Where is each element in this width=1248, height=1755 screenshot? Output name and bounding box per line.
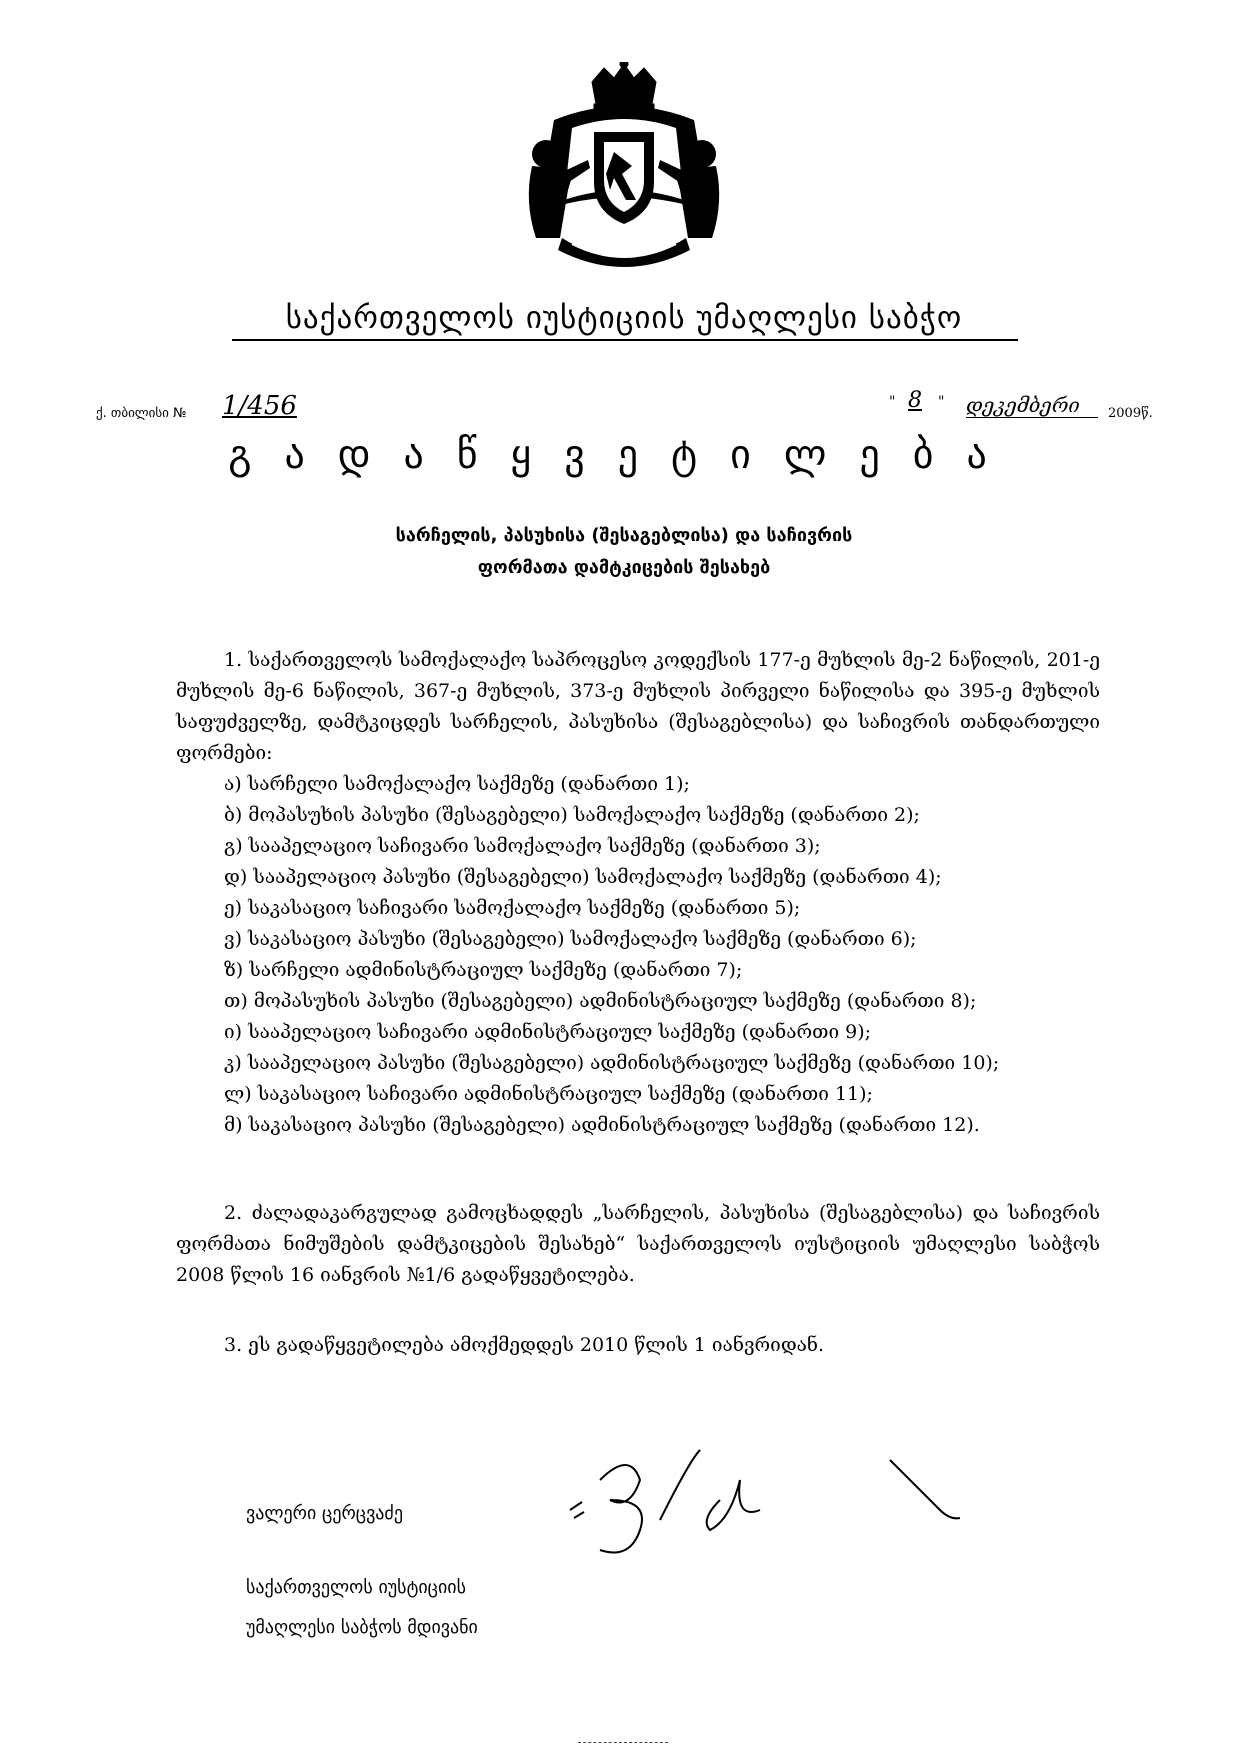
list-item: ზ) სარჩელი ადმინისტრაციულ საქმეზე (დანართი 7); <box>224 959 743 981</box>
list-item: თ) მოპასუხის პასუხი (შესაგებელი) ადმინისტრაციულ საქმეზე (დანართი 8); <box>224 990 977 1012</box>
date-close-quote: " <box>938 394 945 410</box>
registration-number: 1/456 <box>222 391 297 421</box>
list-item: კ) სააპელაციო პასუხი (შესაგებელი) ადმინისტრაციულ საქმეზე (დანართი 10); <box>224 1052 1000 1074</box>
list-item: მ) საკასაციო პასუხი (შესაგებელი) ადმინისტრაციულ საქმეზე (დანართი 12). <box>224 1114 980 1136</box>
list-item: ბ) მოპასუხის პასუხი (შესაგებელი) სამოქალაქო საქმეზე (დანართი 2); <box>224 804 920 826</box>
date-month: დეკემბერი <box>966 393 1098 418</box>
subject-line-2: ფორმათა დამტკიცების შესახებ <box>477 557 771 578</box>
document-title: გადაწყვეტილება <box>228 432 1020 478</box>
signatory-position <box>246 1568 478 1648</box>
signatory-position-line-2: უმაღლესი საბჭოს მდივანი <box>246 1617 478 1638</box>
footer-mark <box>578 1742 668 1743</box>
forms-list <box>176 769 1100 1141</box>
date-year: 2009წ. <box>1108 406 1153 421</box>
registration-label: ქ. თბილისი № <box>96 406 187 421</box>
paragraph-3: 3. ეს გადაწყვეტილება ამოქმედდეს 2010 წლის 1 იანვრიდან. <box>224 1334 825 1356</box>
list-item: ე) საკასაციო საჩივარი სამოქალაქო საქმეზე (დანართი 5); <box>224 897 801 919</box>
list-item: ა) სარჩელი სამოქალაქო საქმეზე (დანართი 1); <box>224 773 690 795</box>
crown-icon <box>592 62 656 112</box>
signatory-position-line-1: საქართველოს იუსტიციის <box>246 1577 466 1598</box>
handwritten-signature <box>560 1440 980 1580</box>
list-item: დ) სააპელაციო პასუხი (შესაგებელი) სამოქალაქო საქმეზე (დანართი 4); <box>224 866 942 888</box>
paragraph-2: 2. ძალადაკარგულად გამოცხადდეს „სარჩელის, პასუხისა (შესაგებლისა) და საჩივრის ფორმათა ნიმუშების დამტკიცების შესახებ“ საქართველოს იუსტიციის უმაღლესი საბჭოს 2008 წლის 16 იანვრის №1/6 გადაწყვეტილება. <box>176 1202 1100 1286</box>
coat-of-arms-emblem <box>514 62 734 277</box>
motto-ribbon-icon <box>558 238 690 267</box>
list-item: ვ) საკასაციო პასუხი (შესაგებელი) სამოქალაქო საქმეზე (დანართი 6); <box>224 928 917 950</box>
date-day: 8 <box>908 388 922 413</box>
list-item: გ) სააპელაციო საჩივარი სამოქალაქო საქმეზე (დანართი 3); <box>224 835 821 857</box>
list-item: ი) სააპელაციო საჩივარი ადმინისტრაციულ საქმეზე (დანართი 9); <box>224 1021 872 1043</box>
council-title: საქართველოს იუსტიციის უმაღლესი საბჭო <box>285 300 963 336</box>
shield-icon <box>594 132 654 224</box>
paragraph-1 <box>176 645 1100 1141</box>
date-open-quote: " <box>889 394 896 410</box>
signatory-name: ვალერი ცერცვაძე <box>246 1503 403 1524</box>
paragraph-1-text: 1. საქართველოს სამოქალაქო საპროცესო კოდექსის 177-ე მუხლის მე-2 ნაწილის, 201-ე მუხლის მე-6 ნაწილის, 367-ე მუხლის, 373-ე მუხლის პირველი ნაწილისა და 395-ე მუხლის საფუძველზე, დამტკიცდეს სარჩელის, პასუხისა (შესაგებლისა) და საჩივრის თანდართული ფორმები: <box>176 649 1100 764</box>
document-subject <box>200 520 1048 584</box>
list-item: ლ) საკასაციო საჩივარი ადმინისტრაციულ საქმეზე (დანართი 11); <box>224 1083 873 1105</box>
subject-line-1: სარჩელის, პასუხისა (შესაგებლისა) და საჩივრის <box>395 525 853 546</box>
title-rule <box>232 339 1018 341</box>
